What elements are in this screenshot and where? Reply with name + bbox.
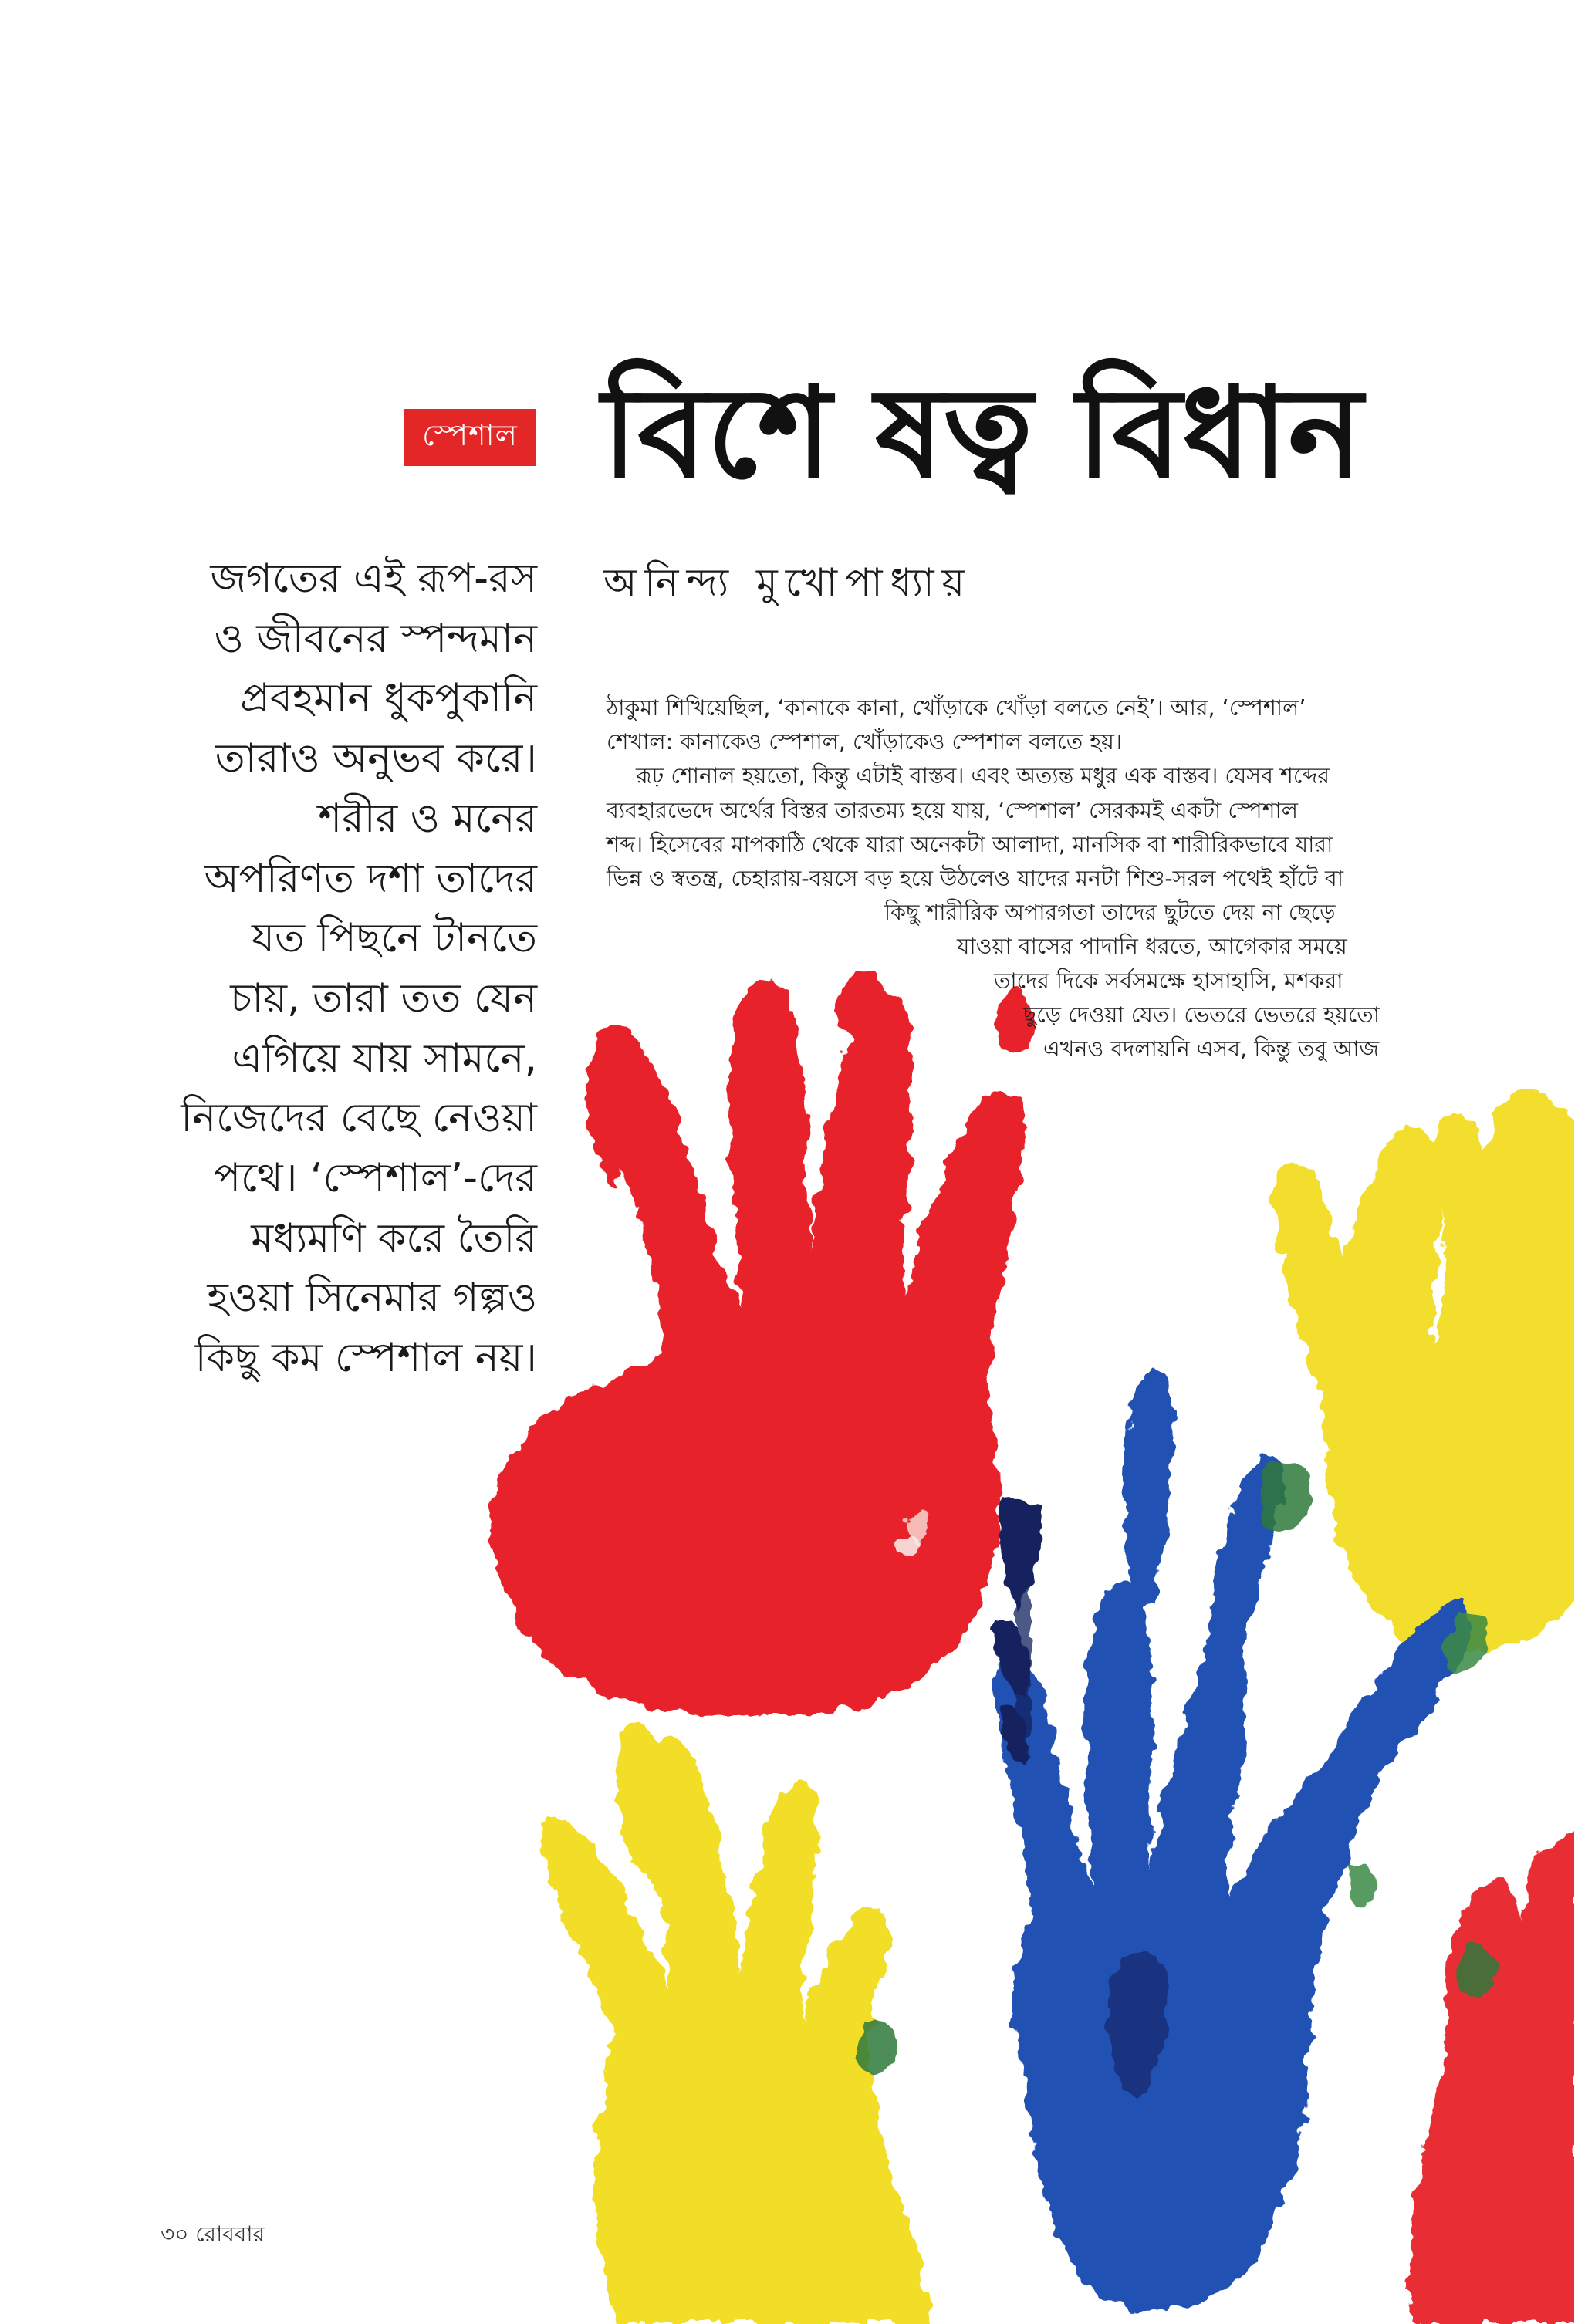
red-handprint-edge <box>1410 1836 1578 2324</box>
body-line: এখনও বদলায়নি এসব, কিন্তু তবু আজ <box>1043 1036 1380 1062</box>
pull-quote-line: যত পিছনে টানতে <box>251 915 537 962</box>
yellow-handprint-right <box>1273 1091 1582 1651</box>
pull-quote <box>151 549 537 1389</box>
body-line: শব্দ। হিসেবের মাপকাঠি থেকে যারা অনেকটা আলাদা, মানসিক বা শারীরিকভাবে যারা <box>607 831 1333 857</box>
page-folio: ৩০ রোববার <box>161 2221 265 2247</box>
body-line: ব্যবহারভেদে অর্থের বিস্তর তারতম্য হয়ে যায়, ‘স্পেশাল’ সেরকমই একটা স্পেশাল <box>607 797 1298 823</box>
section-tag: স্পেশাল <box>404 409 536 466</box>
pull-quote-line: শরীর ও মনের <box>318 795 537 842</box>
body-line: ছুড়ে দেওয়া যেত। ভেতরে ভেতরে হয়তো <box>1023 1002 1380 1028</box>
pull-quote-line: পথে। ‘স্পেশাল’-দের <box>213 1155 537 1202</box>
pull-quote-line: জগতের এই রূপ-রস <box>210 556 537 602</box>
pull-quote-line: কিছু কম স্পেশাল নয়। <box>194 1335 537 1382</box>
body-line: তাদের দিকে সর্বসমক্ষে হাসাহাসি, মশকরা <box>994 968 1343 994</box>
pull-quote-line: ও জীবনের স্পন্দমান <box>214 615 537 662</box>
pull-quote-line: চায়, তারা তত যেন <box>230 975 537 1022</box>
pull-quote-line: নিজেদের বেছে নেওয়া <box>181 1095 537 1142</box>
pull-quote-line: প্রবহমান ধুকপুকানি <box>240 675 537 722</box>
body-line: রূঢ় শোনাল হয়তো, কিন্তু এটাই বাস্তব। এবং অত্যন্ত মধুর এক বাস্তব। যেসব শব্দের <box>636 763 1330 789</box>
body-line: শেখাল: কানাকেও স্পেশাল, খোঁড়াকেও স্পেশাল বলতে হয়। <box>607 729 1123 755</box>
headline: বিশে ষত্ব বিধান <box>602 361 1363 506</box>
pull-quote-line: মধ্যমণি করে তৈরি <box>251 1214 537 1262</box>
red-handprint <box>490 972 1035 1716</box>
article-body <box>607 691 1455 1066</box>
pull-quote-line: তারাও অনুভব করে। <box>215 735 537 782</box>
body-line: ভিন্ন ও স্বতন্ত্র, চেহারায়-বয়সে বড় হয়ে উঠলেও যাদের মনটা শিশু-সরল পথেই হাঁটে বা <box>607 866 1343 892</box>
body-line: কিছু শারীরিক অপারগতা তাদের ছুটতে দেয় না ছেড়ে <box>884 900 1336 926</box>
pull-quote-line: এগিয়ে যায় সামনে, <box>231 1035 537 1082</box>
pull-quote-line: হওয়া সিনেমার গল্পও <box>207 1275 537 1322</box>
pull-quote-line: অপরিণত দশা তাদের <box>204 855 537 902</box>
body-line: যাওয়া বাসের পাদানি ধরতে, আগেকার সময়ে <box>957 934 1347 960</box>
byline: অনিন্দ্য মুখোপাধ্যায় <box>603 560 973 605</box>
body-line: ঠাকুমা শিখিয়েছিল, ‘কানাকে কানা, খোঁড়াকে খোঁড়া বলতে নেই’। আর, ‘স্পেশাল’ <box>607 695 1306 721</box>
